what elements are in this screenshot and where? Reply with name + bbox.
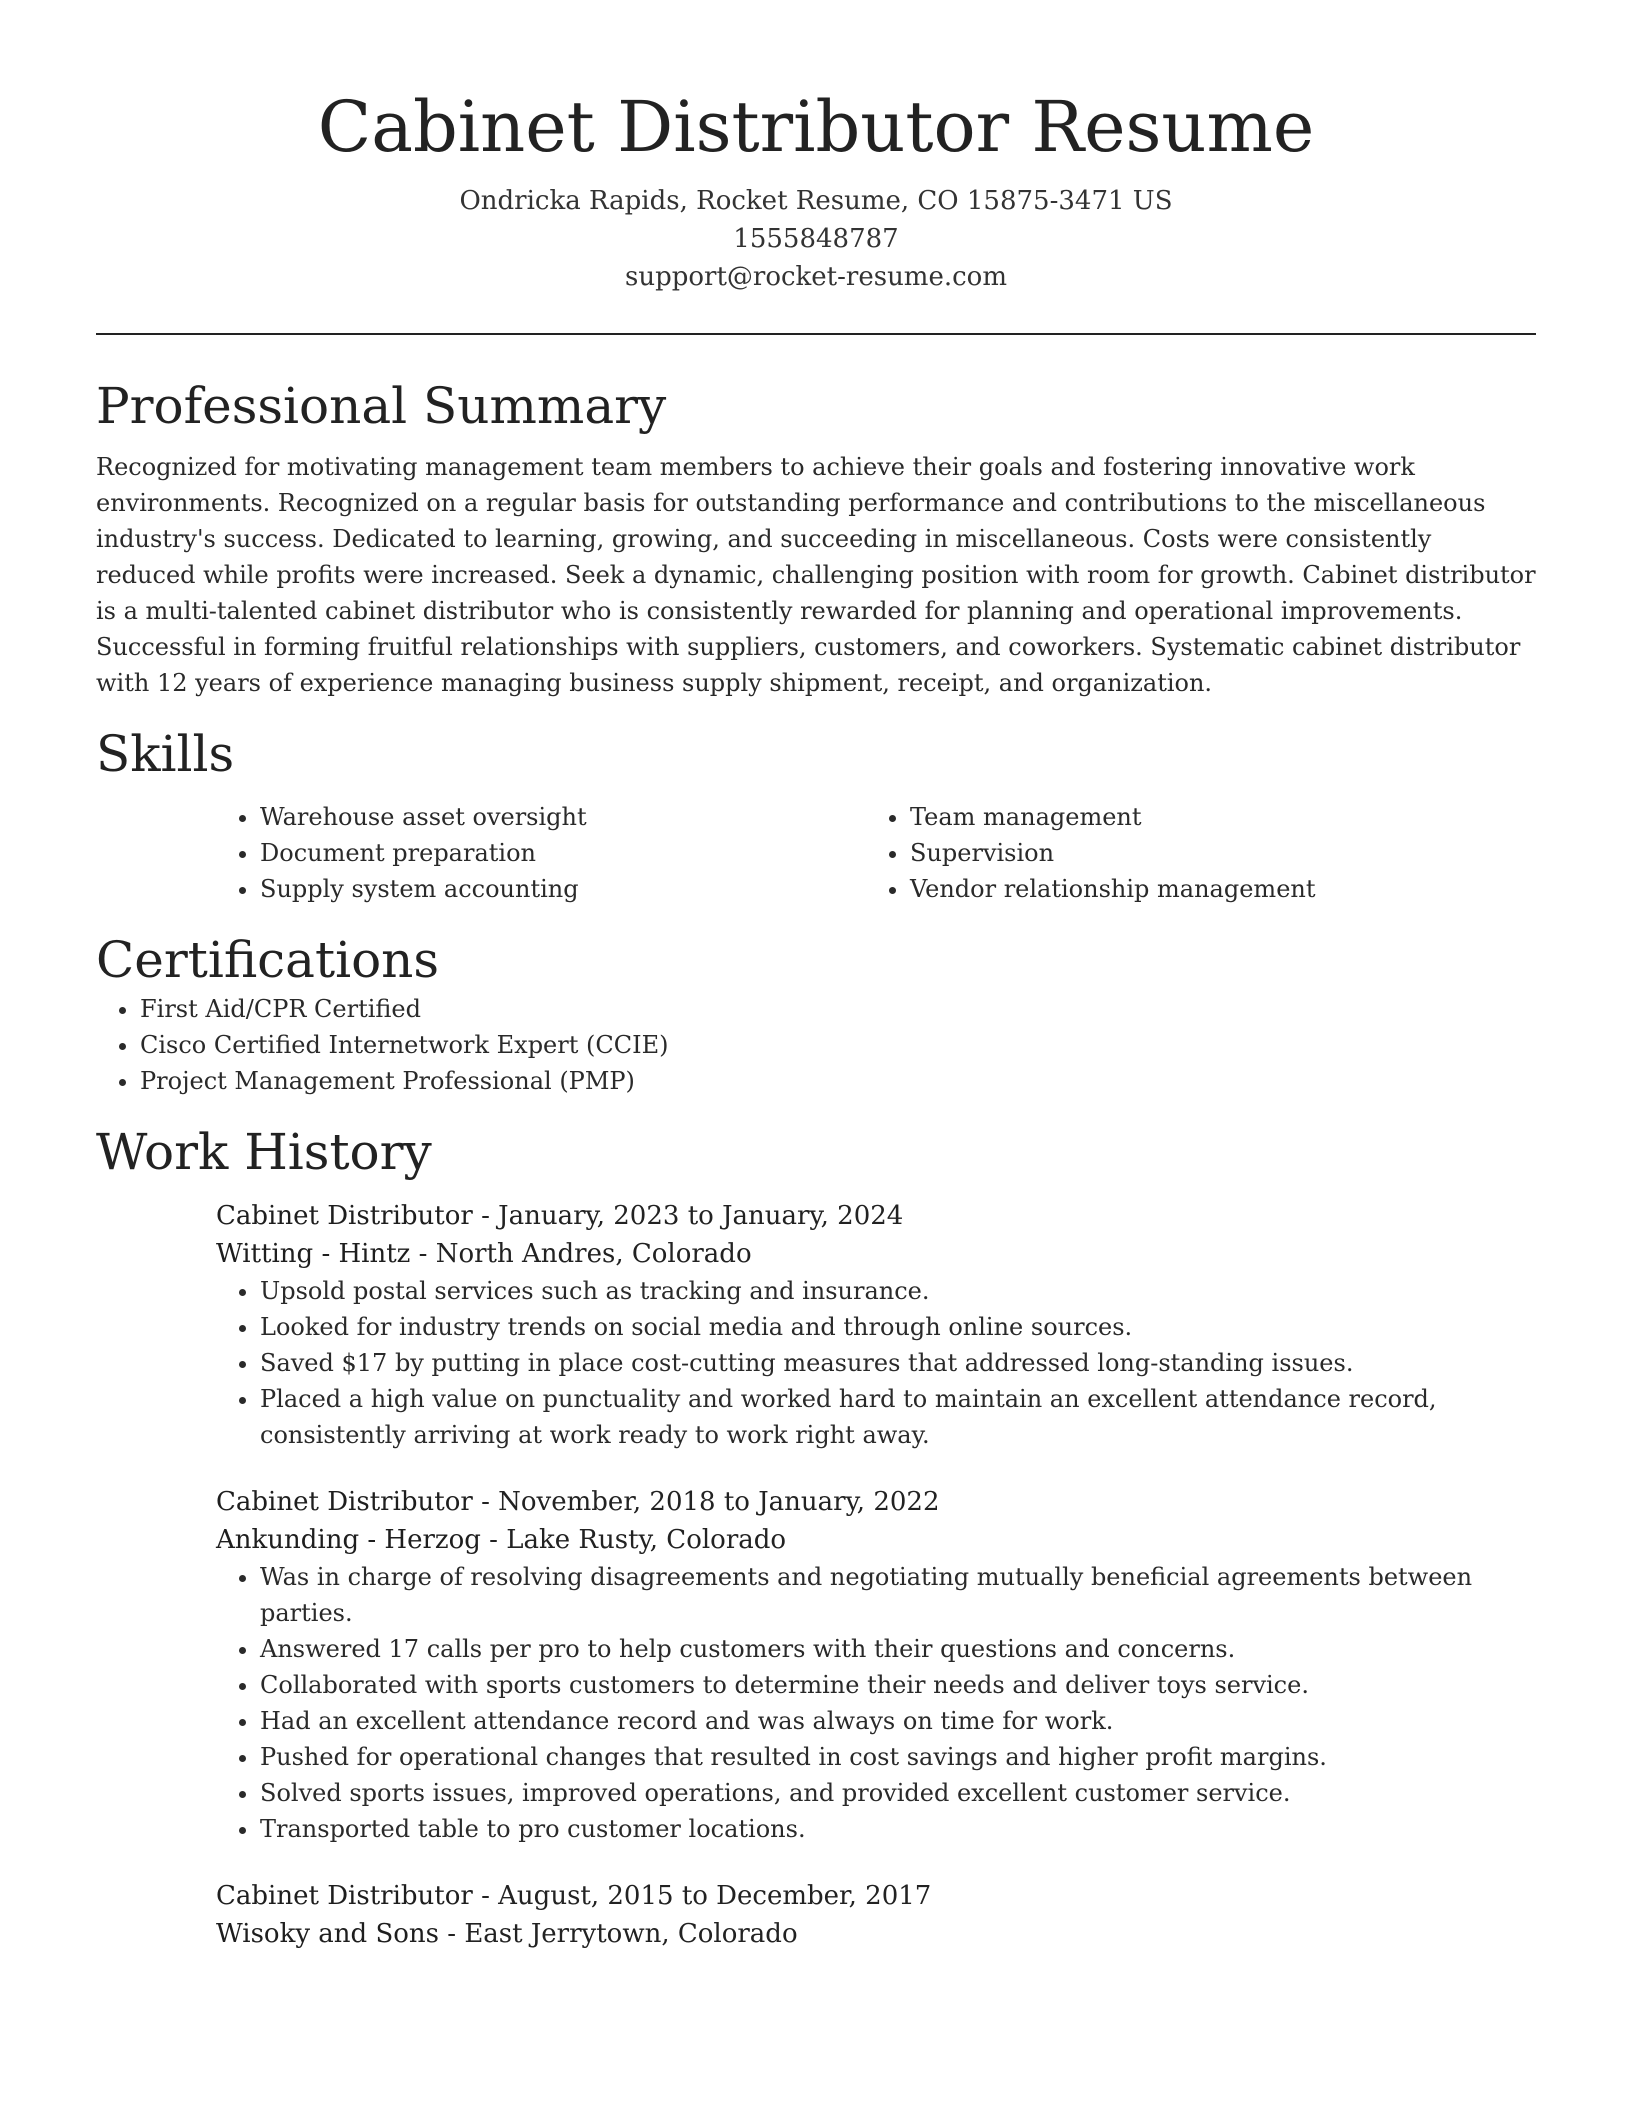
skill-item: • Vendor relationship management [910, 871, 1516, 907]
job-bullet: • Placed a high value on punctuality and worked hard to maintain an excellent attendance record, consistently arriving at work ready to work right away. [260, 1381, 1536, 1453]
certifications-list [96, 991, 1536, 1099]
job-location: North Andres, Colorado [435, 1239, 752, 1269]
skills-column-left [216, 799, 866, 907]
certifications-heading: Certifications [96, 931, 440, 989]
job-title: Cabinet Distributor [216, 1201, 473, 1231]
job-dates: November, 2018 to January, 2022 [498, 1487, 940, 1517]
contact-email: support@rocket-resume.com [624, 262, 1007, 292]
job-bullets [216, 1559, 1536, 1847]
contact-address: Ondricka Rapids, Rocket Resume, CO 15875-3471 US [459, 186, 1173, 216]
skill-item: • Supervision [910, 835, 1516, 871]
job-company-line: Witting - Hintz - North Andres, Colorado [216, 1239, 752, 1269]
skill-item: • Team management [910, 799, 1516, 835]
summary-text: Recognized for motivating management team members to achieve their goals and fostering innovative work environments. Recognized on a regular basis for outstanding performance and contributions to the miscellaneous industry's success. Dedicated to learning, growing, and succeeding in miscellaneous. Costs were consistently reduced while profits were increased. Seek a dynamic, challenging position with room for growth. Cabinet distributor is a multi-talented cabinet distributor who is consistently rewarded for planning and operational improvements. Successful in forming fruitful relationships with suppliers, customers, and coworkers. Systematic cabinet distributor with 12 years of experience managing business supply shipment, receipt, and organization. [96, 453, 1536, 697]
certification-item: • Cisco Certified Internetwork Expert (CCIE) [140, 1027, 1536, 1063]
job-location: Lake Rusty, Colorado [506, 1525, 787, 1555]
skill-item: • Document preparation [260, 835, 866, 871]
contact-block [96, 182, 1536, 296]
job-title-line: Cabinet Distributor - August, 2015 to December, 2017 [216, 1881, 932, 1911]
job-bullet: • Upsold postal services such as tracking and insurance. [260, 1273, 1536, 1309]
job-bullet: • Saved $17 by putting in place cost-cutting measures that addressed long-standing issues. [260, 1345, 1536, 1381]
skill-item: • Warehouse asset oversight [260, 799, 866, 835]
skills-grid [216, 799, 1536, 907]
job-title: Cabinet Distributor [216, 1487, 473, 1517]
job-bullet: • Looked for industry trends on social media and through online sources. [260, 1309, 1536, 1345]
job-bullets [216, 1273, 1536, 1453]
job-dates: August, 2015 to December, 2017 [498, 1881, 932, 1911]
job-bullet: • Solved sports issues, improved operations, and provided excellent customer service. [260, 1775, 1536, 1811]
skill-item: • Supply system accounting [260, 871, 866, 907]
summary-heading: Professional Summary [96, 377, 667, 435]
header-divider [96, 333, 1536, 335]
job-bullet: • Had an excellent attendance record and was always on time for work. [260, 1703, 1536, 1739]
job-company-line: Wisoky and Sons - East Jerrytown, Colorado [216, 1919, 798, 1949]
job-bullet: • Pushed for operational changes that resulted in cost savings and higher profit margins. [260, 1739, 1536, 1775]
job-bullet: • Was in charge of resolving disagreements and negotiating mutually beneficial agreements between parties. [260, 1559, 1536, 1631]
job-entry [216, 1197, 1536, 1453]
certification-item: • First Aid/CPR Certified [140, 991, 1536, 1027]
job-company: Ankunding - Herzog [216, 1525, 481, 1555]
job-entry [216, 1877, 1536, 1953]
job-bullet: • Collaborated with sports customers to determine their needs and deliver toys service. [260, 1667, 1536, 1703]
job-title-line: Cabinet Distributor - January, 2023 to January, 2024 [216, 1201, 904, 1231]
job-bullet: • Transported table to pro customer locations. [260, 1811, 1536, 1847]
job-bullet: • Answered 17 calls per pro to help customers with their questions and concerns. [260, 1631, 1536, 1667]
resume-title: Cabinet Distributor Resume [317, 86, 1315, 168]
resume-page [96, 0, 1536, 1953]
job-entry [216, 1483, 1536, 1847]
job-company: Wisoky and Sons [216, 1919, 439, 1949]
job-title: Cabinet Distributor [216, 1881, 473, 1911]
job-dates: January, 2023 to January, 2024 [498, 1201, 904, 1231]
job-title-line: Cabinet Distributor - November, 2018 to January, 2022 [216, 1487, 940, 1517]
certification-item: • Project Management Professional (PMP) [140, 1063, 1536, 1099]
skills-column-right [866, 799, 1516, 907]
job-company: Witting - Hintz [216, 1239, 411, 1269]
work-history-heading: Work History [96, 1123, 432, 1181]
skills-heading: Skills [96, 725, 235, 783]
contact-phone: 1555848787 [733, 224, 899, 254]
job-company-line: Ankunding - Herzog - Lake Rusty, Colorado [216, 1525, 787, 1555]
job-location: East Jerrytown, Colorado [464, 1919, 798, 1949]
